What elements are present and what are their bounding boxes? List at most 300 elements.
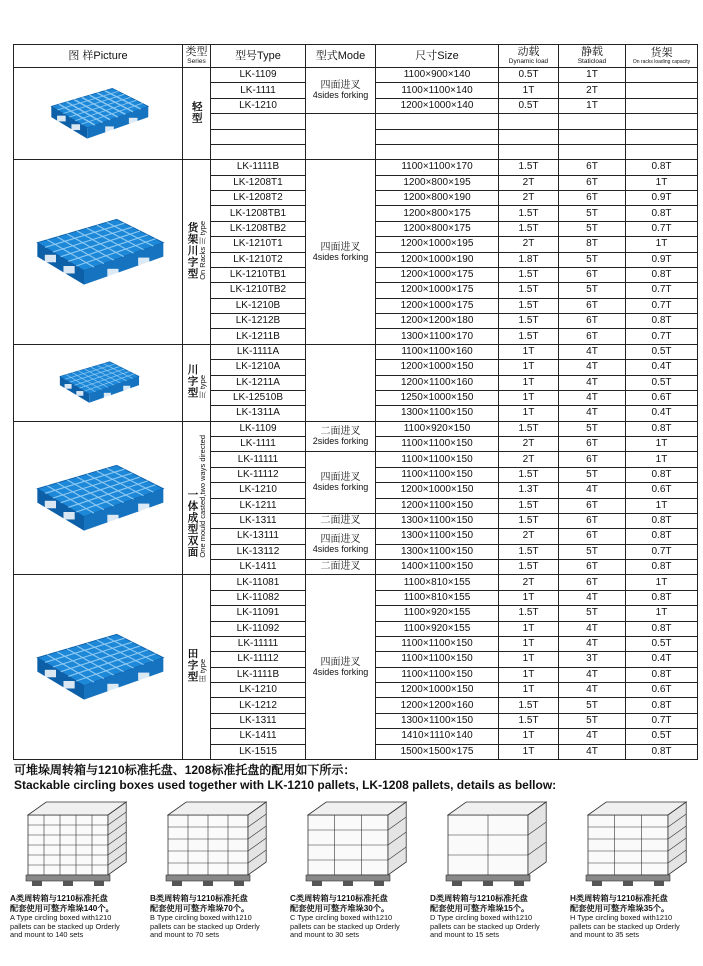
stacking-note-cn: 可堆垛周转箱与1210标准托盘、1208标准托盘的配用如下所示： [14, 763, 356, 777]
size-cell: 1100×810×155 [376, 575, 499, 590]
racks-load-cell: 0.8T [626, 590, 698, 605]
static-load-cell: 5T [559, 544, 626, 559]
static-load-cell: 5T [559, 467, 626, 482]
model-cell: LK-11092 [211, 621, 306, 636]
static-load-cell: 6T [559, 560, 626, 575]
model-cell [211, 129, 306, 144]
size-cell: 1200×800×175 [376, 206, 499, 221]
series-name-en: 川 type [197, 374, 207, 399]
dynamic-load-cell: 1.5T [499, 467, 559, 482]
model-cell: LK-11112 [211, 467, 306, 482]
static-load-cell: 4T [559, 390, 626, 405]
dynamic-load-cell: 1.5T [499, 713, 559, 728]
size-cell: 1200×1000×175 [376, 298, 499, 313]
static-load-cell: 1T [559, 98, 626, 113]
forking-mode-en: 4sides forking [312, 543, 369, 554]
model-cell: LK-11111 [211, 636, 306, 651]
forking-mode-cn: 二面进叉 [320, 426, 361, 437]
stacking-examples [10, 797, 700, 962]
model-cell: LK-1211 [211, 498, 306, 513]
caption-line: and mount to 30 sets [290, 930, 360, 940]
forking-mode-cn: 四面进叉 [320, 241, 361, 253]
racks-load-cell: 0.7T [626, 221, 698, 236]
series-name-en: On Racks 川 type [197, 221, 207, 280]
racks-load-cell: 0.9T [626, 252, 698, 267]
header-series: 类型 Series [183, 45, 211, 68]
static-load-cell: 6T [559, 329, 626, 344]
model-cell: LK-1208T1 [211, 175, 306, 190]
dynamic-load-cell: 1T [499, 667, 559, 682]
series-cell [183, 575, 211, 760]
dynamic-load-cell: 2T [499, 529, 559, 544]
size-cell: 1100×1100×150 [376, 467, 499, 482]
model-cell: LK-1111A [211, 344, 306, 359]
table-row [14, 160, 698, 175]
racks-load-cell: 0.7T [626, 544, 698, 559]
dynamic-load-cell: 1.5T [499, 606, 559, 621]
static-load-cell: 6T [559, 529, 626, 544]
size-cell: 1300×1100×150 [376, 713, 499, 728]
size-cell: 1200×1000×190 [376, 252, 499, 267]
caption-line: and mount to 35 sets [570, 930, 640, 940]
caption-line: and mount to 70 sets [150, 930, 220, 940]
size-cell: 1100×900×140 [376, 68, 499, 83]
dynamic-load-cell: 1.5T [499, 544, 559, 559]
stacking-caption [290, 894, 420, 940]
caption-line: and mount to 15 sets [430, 930, 500, 940]
size-cell: 1100×920×155 [376, 606, 499, 621]
size-cell: 1100×1100×140 [376, 83, 499, 98]
racks-load-cell: 0.8T [626, 560, 698, 575]
caption-line: D Type circling boxed with1210 [430, 913, 533, 922]
stacking-caption [430, 894, 560, 940]
racks-load-cell: 0.8T [626, 529, 698, 544]
caption-line: pallets can be stacked up Orderly [10, 921, 120, 931]
racks-load-cell: 0.8T [626, 744, 698, 760]
dynamic-load-cell: 1.5T [499, 513, 559, 528]
stacked-boxes-image [290, 797, 420, 892]
model-cell: LK-1210 [211, 483, 306, 498]
model-cell: LK-1109 [211, 68, 306, 83]
caption-line: 配套使用可整齐堆垛140个。 [10, 904, 114, 913]
dynamic-load-cell: 2T [499, 191, 559, 206]
dynamic-load-cell: 1T [499, 729, 559, 744]
racks-load-cell: 0.7T [626, 298, 698, 313]
stacking-example [150, 797, 280, 940]
model-cell: LK-1411 [211, 729, 306, 744]
dynamic-load-cell: 2T [499, 575, 559, 590]
dynamic-load-cell [499, 114, 559, 129]
dynamic-load-cell: 1T [499, 621, 559, 636]
static-load-cell: 5T [559, 283, 626, 298]
dynamic-load-cell: 1T [499, 344, 559, 359]
racks-load-cell: 1T [626, 175, 698, 190]
size-cell: 1200×1000×150 [376, 683, 499, 698]
caption-line: B Type circling boxed with1210 [150, 913, 252, 922]
size-cell: 1200×1000×175 [376, 267, 499, 282]
model-cell: LK-1210A [211, 360, 306, 375]
size-cell: 1100×1100×170 [376, 160, 499, 175]
forking-mode-cn: 二面进叉 [320, 561, 361, 573]
static-load-cell [559, 114, 626, 129]
static-load-cell: 4T [559, 406, 626, 421]
dynamic-load-cell: 1T [499, 83, 559, 98]
model-cell: LK-1212B [211, 314, 306, 329]
racks-load-cell: 1T [626, 575, 698, 590]
static-load-cell: 5T [559, 713, 626, 728]
dynamic-load-cell: 1T [499, 744, 559, 760]
size-cell: 1100×920×150 [376, 421, 499, 436]
racks-load-cell: 0.8T [626, 206, 698, 221]
racks-load-cell [626, 114, 698, 129]
static-load-cell: 4T [559, 344, 626, 359]
header-type: 型号Type [211, 45, 306, 68]
racks-load-cell: 0.8T [626, 621, 698, 636]
racks-load-cell [626, 68, 698, 83]
model-cell: LK-1109 [211, 421, 306, 436]
dynamic-load-cell: 1.5T [499, 698, 559, 713]
model-cell: LK-1208TB2 [211, 221, 306, 236]
size-cell: 1100×1100×150 [376, 667, 499, 682]
forking-mode-cn: 四面进叉 [320, 656, 361, 668]
static-load-cell: 4T [559, 636, 626, 651]
forking-mode-cell [306, 452, 376, 514]
dynamic-load-cell: 1T [499, 375, 559, 390]
model-cell: LK-1210TB1 [211, 267, 306, 282]
racks-load-cell: 1T [626, 498, 698, 513]
stacked-boxes-image [10, 797, 140, 892]
size-cell: 1100×1100×160 [376, 344, 499, 359]
racks-load-cell: 1T [626, 452, 698, 467]
forking-mode-en: 4sides forking [312, 90, 369, 101]
size-cell: 1300×1100×150 [376, 544, 499, 559]
caption-line: pallets can be stacked up Orderly [150, 921, 260, 931]
model-cell: LK-11081 [211, 575, 306, 590]
size-cell: 1300×1100×150 [376, 513, 499, 528]
caption-line: pallets can be stacked up Orderly [570, 921, 680, 931]
racks-load-cell: 0.5T [626, 729, 698, 744]
static-load-cell: 3T [559, 652, 626, 667]
forking-mode-cell [306, 68, 376, 114]
model-cell: LK-1211B [211, 329, 306, 344]
dynamic-load-cell: 0.5T [499, 68, 559, 83]
static-load-cell: 4T [559, 375, 626, 390]
series-name-cn: 轻型 [190, 100, 203, 124]
header-racks-load: 货架 On racks loading capacity [626, 45, 698, 68]
stacking-example [570, 797, 700, 940]
forking-mode-cell [306, 421, 376, 452]
dynamic-load-cell: 1T [499, 390, 559, 405]
static-load-cell: 4T [559, 729, 626, 744]
dynamic-load-cell: 1.5T [499, 560, 559, 575]
model-cell: LK-1210B [211, 298, 306, 313]
size-cell: 1200×800×195 [376, 175, 499, 190]
caption-line: 配套使用可整齐堆垛15个。 [430, 904, 530, 913]
dynamic-load-cell: 1.5T [499, 498, 559, 513]
stacking-caption [10, 894, 140, 940]
static-load-cell: 6T [559, 191, 626, 206]
forking-mode-en: 4sides forking [312, 482, 369, 493]
caption-line: A Type circling boxed with1210 [10, 913, 112, 922]
forking-mode-en: 4sides forking [312, 251, 369, 262]
forking-mode-cn: 四面进叉 [320, 80, 361, 92]
model-cell: LK-1208T2 [211, 191, 306, 206]
header-mode: 型式Mode [306, 45, 376, 68]
racks-load-cell [626, 129, 698, 144]
dynamic-load-cell: 1.5T [499, 206, 559, 221]
caption-line: C类周转箱与1210标准托盘 [290, 894, 388, 903]
model-cell [211, 144, 306, 159]
racks-load-cell: 1T [626, 606, 698, 621]
table-row [14, 68, 698, 83]
dynamic-load-cell: 1T [499, 590, 559, 605]
dynamic-load-cell: 1T [499, 636, 559, 651]
static-load-cell: 6T [559, 437, 626, 452]
racks-load-cell: 0.7T [626, 329, 698, 344]
size-cell: 1300×1100×150 [376, 406, 499, 421]
size-cell: 1500×1500×175 [376, 744, 499, 760]
forking-mode-en: 2sides forking [312, 436, 369, 446]
model-cell: LK-1210T2 [211, 252, 306, 267]
racks-load-cell: 0.8T [626, 267, 698, 282]
dynamic-load-cell: 1T [499, 360, 559, 375]
size-cell: 1200×1000×150 [376, 483, 499, 498]
forking-mode-cell [306, 114, 376, 160]
stacking-example [10, 797, 140, 940]
size-cell: 1410×1110×140 [376, 729, 499, 744]
size-cell: 1300×1100×170 [376, 329, 499, 344]
model-cell [211, 114, 306, 129]
dynamic-load-cell: 1.5T [499, 421, 559, 436]
racks-load-cell: 0.4T [626, 360, 698, 375]
racks-load-cell: 0.5T [626, 344, 698, 359]
tian-pallet-image [14, 575, 183, 760]
forking-mode-cell [306, 560, 376, 575]
racks-load-cell: 0.8T [626, 421, 698, 436]
light-pallet-image [14, 68, 183, 160]
static-load-cell: 6T [559, 267, 626, 282]
racks-load-cell: 0.4T [626, 406, 698, 421]
forking-mode-cell [306, 529, 376, 560]
caption-line: B类周转箱与1210标准托盘 [150, 894, 248, 903]
forking-mode-cell [306, 513, 376, 528]
size-cell: 1400×1100×150 [376, 560, 499, 575]
size-cell: 1100×1100×150 [376, 437, 499, 452]
model-cell: LK-1208TB1 [211, 206, 306, 221]
model-cell: LK-13112 [211, 544, 306, 559]
dynamic-load-cell: 1T [499, 683, 559, 698]
static-load-cell: 5T [559, 252, 626, 267]
stacking-caption [150, 894, 280, 940]
table-header-row [14, 45, 698, 68]
dynamic-load-cell: 2T [499, 237, 559, 252]
size-cell: 1200×1000×175 [376, 283, 499, 298]
static-load-cell: 5T [559, 221, 626, 236]
size-cell: 1200×800×175 [376, 221, 499, 236]
size-cell: 1200×1200×180 [376, 314, 499, 329]
static-load-cell: 6T [559, 314, 626, 329]
caption-line: pallets can be stacked up Orderly [430, 921, 540, 931]
series-name-en: One mould casted,two ways directed [197, 435, 207, 558]
racks-load-cell: 0.7T [626, 283, 698, 298]
dynamic-load-cell [499, 144, 559, 159]
size-cell: 1200×1100×150 [376, 498, 499, 513]
series-cell [183, 68, 211, 160]
header-picture: 图 样Picture [14, 45, 183, 68]
model-cell: LK-11082 [211, 590, 306, 605]
static-load-cell: 5T [559, 606, 626, 621]
header-dynamic-load: 动载 Dynamic load [499, 45, 559, 68]
racks-load-cell: 1T [626, 437, 698, 452]
series-name-cn: 一体成型双面 [186, 488, 199, 558]
model-cell: LK-11112 [211, 652, 306, 667]
stacking-note [14, 763, 556, 793]
model-cell: LK-1111 [211, 83, 306, 98]
model-cell: LK-1210T1 [211, 237, 306, 252]
dynamic-load-cell: 1.5T [499, 221, 559, 236]
dynamic-load-cell: 1T [499, 652, 559, 667]
series-name-cn: 货架川字型 [186, 222, 199, 280]
static-load-cell: 4T [559, 744, 626, 760]
size-cell: 1100×1100×150 [376, 636, 499, 651]
racks-load-cell: 0.6T [626, 683, 698, 698]
dynamic-load-cell: 2T [499, 175, 559, 190]
dynamic-load-cell: 2T [499, 452, 559, 467]
static-load-cell: 4T [559, 590, 626, 605]
model-cell: LK-1515 [211, 744, 306, 760]
static-load-cell: 2T [559, 83, 626, 98]
dynamic-load-cell: 1.3T [499, 483, 559, 498]
racks-load-cell: 0.8T [626, 160, 698, 175]
stacking-example [430, 797, 560, 940]
racks-load-cell: 0.7T [626, 713, 698, 728]
racks-load-cell [626, 83, 698, 98]
series-cell [183, 344, 211, 421]
table-row [14, 575, 698, 590]
racks-load-cell: 0.8T [626, 698, 698, 713]
static-load-cell: 6T [559, 498, 626, 513]
static-load-cell: 4T [559, 621, 626, 636]
caption-line: 配套使用可整齐堆垛70个。 [150, 904, 250, 913]
dynamic-load-cell: 1.5T [499, 267, 559, 282]
dynamic-load-cell: 1.5T [499, 329, 559, 344]
static-load-cell: 4T [559, 667, 626, 682]
model-cell: LK-1111B [211, 667, 306, 682]
stacked-boxes-image [430, 797, 560, 892]
series-name-cn: 田字型 [186, 648, 199, 683]
model-cell: LK-11091 [211, 606, 306, 621]
forking-mode-cn: 四面进叉 [320, 472, 361, 484]
forking-mode-cn: 四面进叉 [320, 533, 361, 545]
dynamic-load-cell: 1.5T [499, 298, 559, 313]
racking-pallet-image [14, 160, 183, 345]
product-spec-table [13, 44, 698, 760]
static-load-cell: 6T [559, 452, 626, 467]
dynamic-load-cell: 1T [499, 406, 559, 421]
caption-line: H类周转箱与1210标准托盘 [570, 894, 668, 903]
dynamic-load-cell: 1.5T [499, 314, 559, 329]
size-cell [376, 114, 499, 129]
double-face-pallet-image [14, 421, 183, 575]
static-load-cell: 6T [559, 175, 626, 190]
size-cell: 1200×1000×195 [376, 237, 499, 252]
static-load-cell: 4T [559, 683, 626, 698]
forking-mode-cell [306, 575, 376, 760]
model-cell: LK-1210 [211, 683, 306, 698]
racks-load-cell: 0.5T [626, 636, 698, 651]
racks-load-cell [626, 98, 698, 113]
racks-load-cell: 0.6T [626, 390, 698, 405]
caption-line: 配套使用可整齐堆垛30个。 [290, 904, 390, 913]
dynamic-load-cell: 2T [499, 437, 559, 452]
table-row [14, 421, 698, 436]
series-name-en: 田 type [197, 659, 207, 683]
caption-line: A类周转箱与1210标准托盘 [10, 894, 108, 903]
dynamic-load-cell: 1.5T [499, 160, 559, 175]
stacked-boxes-image [150, 797, 280, 892]
size-cell: 1200×1000×140 [376, 98, 499, 113]
caption-line: C Type circling boxed with1210 [290, 913, 393, 922]
table-row [14, 344, 698, 359]
forking-mode-cell [306, 160, 376, 345]
model-cell: LK-1210TB2 [211, 283, 306, 298]
model-cell: LK-1311 [211, 513, 306, 528]
size-cell: 1200×800×190 [376, 191, 499, 206]
racks-load-cell: 0.9T [626, 191, 698, 206]
racks-load-cell [626, 144, 698, 159]
static-load-cell: 8T [559, 237, 626, 252]
header-size: 尺寸Size [376, 45, 499, 68]
size-cell: 1100×920×155 [376, 621, 499, 636]
size-cell: 1100×1100×150 [376, 652, 499, 667]
size-cell [376, 144, 499, 159]
racks-load-cell: 0.8T [626, 667, 698, 682]
static-load-cell: 6T [559, 575, 626, 590]
racks-load-cell: 0.6T [626, 483, 698, 498]
chuan-pallet-image [14, 344, 183, 421]
racks-load-cell: 0.8T [626, 467, 698, 482]
caption-line: D类周转箱与1210标准托盘 [430, 894, 528, 903]
static-load-cell: 5T [559, 421, 626, 436]
racks-load-cell: 0.8T [626, 513, 698, 528]
size-cell: 1300×1100×150 [376, 529, 499, 544]
series-cell [183, 421, 211, 575]
static-load-cell: 6T [559, 298, 626, 313]
series-cell [183, 160, 211, 345]
static-load-cell: 5T [559, 206, 626, 221]
static-load-cell: 6T [559, 160, 626, 175]
racks-load-cell: 0.4T [626, 652, 698, 667]
stacking-note-en: Stackable circling boxes used together with LK-1210 pallets, LK-1208 pallets, details as bellow: [14, 778, 557, 792]
forking-mode-cn: 二面进叉 [320, 515, 361, 527]
dynamic-load-cell: 1.8T [499, 252, 559, 267]
dynamic-load-cell: 0.5T [499, 98, 559, 113]
size-cell: 1200×1200×160 [376, 698, 499, 713]
model-cell: LK-1311A [211, 406, 306, 421]
dynamic-load-cell [499, 129, 559, 144]
size-cell [376, 129, 499, 144]
caption-line: and mount to 140 sets [10, 930, 84, 940]
model-cell: LK-1210 [211, 98, 306, 113]
static-load-cell: 4T [559, 360, 626, 375]
static-load-cell: 5T [559, 698, 626, 713]
racks-load-cell: 0.8T [626, 314, 698, 329]
stacking-example [290, 797, 420, 940]
static-load-cell: 1T [559, 68, 626, 83]
caption-line: pallets can be stacked up Orderly [290, 921, 400, 931]
model-cell: LK-12510B [211, 390, 306, 405]
racks-load-cell: 0.5T [626, 375, 698, 390]
